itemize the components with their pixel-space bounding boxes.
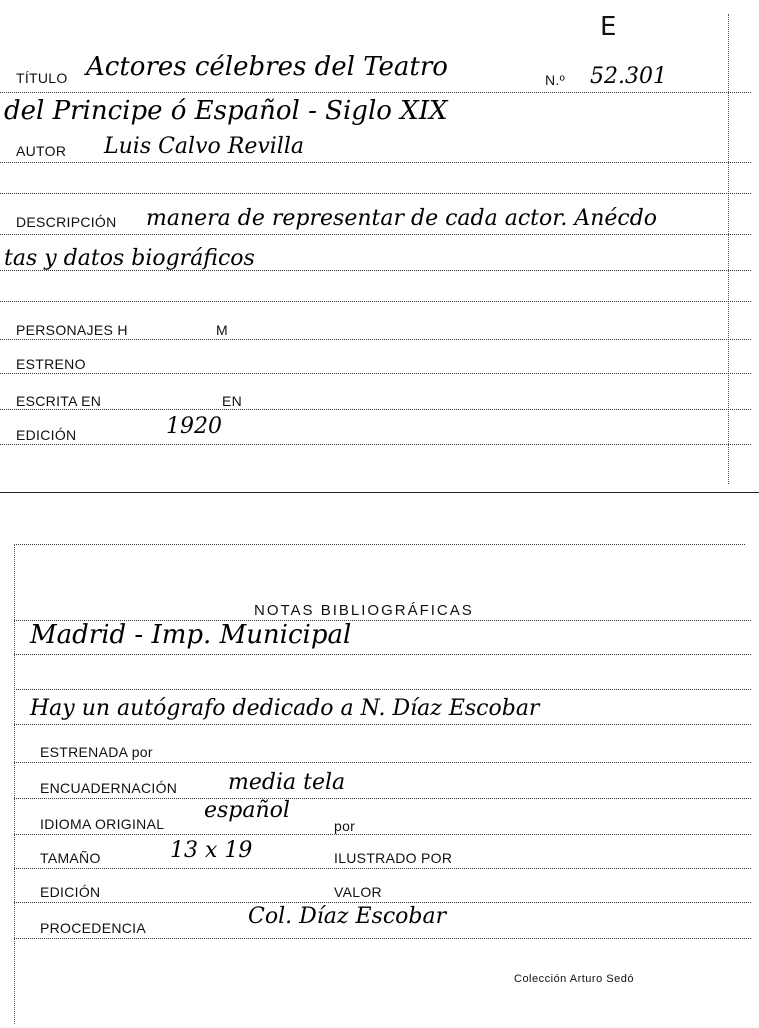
rule <box>14 938 751 939</box>
personajes-m-label: M <box>216 322 228 338</box>
personajes-label: PERSONAJES H <box>16 322 128 338</box>
rule <box>0 270 751 271</box>
rule <box>0 234 751 235</box>
card-top-edge <box>14 544 745 545</box>
edicion-value: 1920 <box>166 414 222 439</box>
tamano-label: TAMAÑO <box>40 850 101 866</box>
numero-label: N.º <box>545 72 566 88</box>
rule <box>0 409 751 410</box>
note-2: Hay un autógrafo dedicado a N. Díaz Escobar <box>30 696 540 721</box>
procedencia-value: Col. Díaz Escobar <box>248 904 447 929</box>
edicion-label: EDICIÓN <box>16 427 77 443</box>
rule <box>14 724 751 725</box>
descripcion-value: manera de representar de cada actor. Anécdo <box>146 206 658 231</box>
titulo-label: TÍTULO <box>16 70 68 86</box>
rule <box>0 301 751 302</box>
card-edge <box>14 544 15 1024</box>
rule <box>14 868 751 869</box>
rule <box>14 654 751 655</box>
escrita-label: ESCRITA EN <box>16 393 102 409</box>
rule <box>0 339 751 340</box>
estreno-label: ESTRENO <box>16 356 86 372</box>
rule <box>14 762 751 763</box>
numero-value: 52.301 <box>590 64 667 89</box>
idioma-label: IDIOMA ORIGINAL <box>40 816 165 832</box>
idioma-por-label: por <box>334 818 356 834</box>
ilustrado-label: ILUSTRADO POR <box>334 850 453 866</box>
note-1: Madrid - Imp. Municipal <box>30 620 352 650</box>
autor-value: Luis Calvo Revilla <box>104 134 304 159</box>
estrenada-label: ESTRENADA por <box>40 744 153 760</box>
corner-letter: E <box>600 12 617 42</box>
rule <box>0 444 751 445</box>
edicion-label: EDICIÓN <box>40 884 101 900</box>
rule <box>0 162 751 163</box>
tamano-value: 13 x 19 <box>170 838 253 863</box>
titulo-value: Actores célebres del Teatro <box>86 52 448 82</box>
rule <box>14 834 751 835</box>
rule <box>14 798 751 799</box>
rule <box>14 689 751 690</box>
rule <box>14 902 751 903</box>
titulo-continuation: del Principe ó Español - Siglo XIX <box>4 96 448 126</box>
rule <box>0 193 751 194</box>
back-card <box>0 500 759 1028</box>
rule <box>0 373 751 374</box>
card-edge <box>728 14 729 484</box>
collection-footer: Colección Arturo Sedó <box>514 973 634 985</box>
idioma-value: español <box>204 798 290 823</box>
encuadernacion-label: ENCUADERNACIÓN <box>40 780 178 796</box>
escrita-en-label: EN <box>222 393 243 409</box>
notas-heading: NOTAS BIBLIOGRÁFICAS <box>254 602 474 619</box>
front-card <box>0 0 759 493</box>
descripcion-continuation: tas y datos biográficos <box>4 246 255 271</box>
encuadernacion-value: media tela <box>228 770 346 795</box>
procedencia-label: PROCEDENCIA <box>40 920 146 936</box>
rule <box>0 92 751 93</box>
valor-label: VALOR <box>334 884 382 900</box>
descripcion-label: DESCRIPCIÓN <box>16 214 117 230</box>
autor-label: AUTOR <box>16 143 67 159</box>
